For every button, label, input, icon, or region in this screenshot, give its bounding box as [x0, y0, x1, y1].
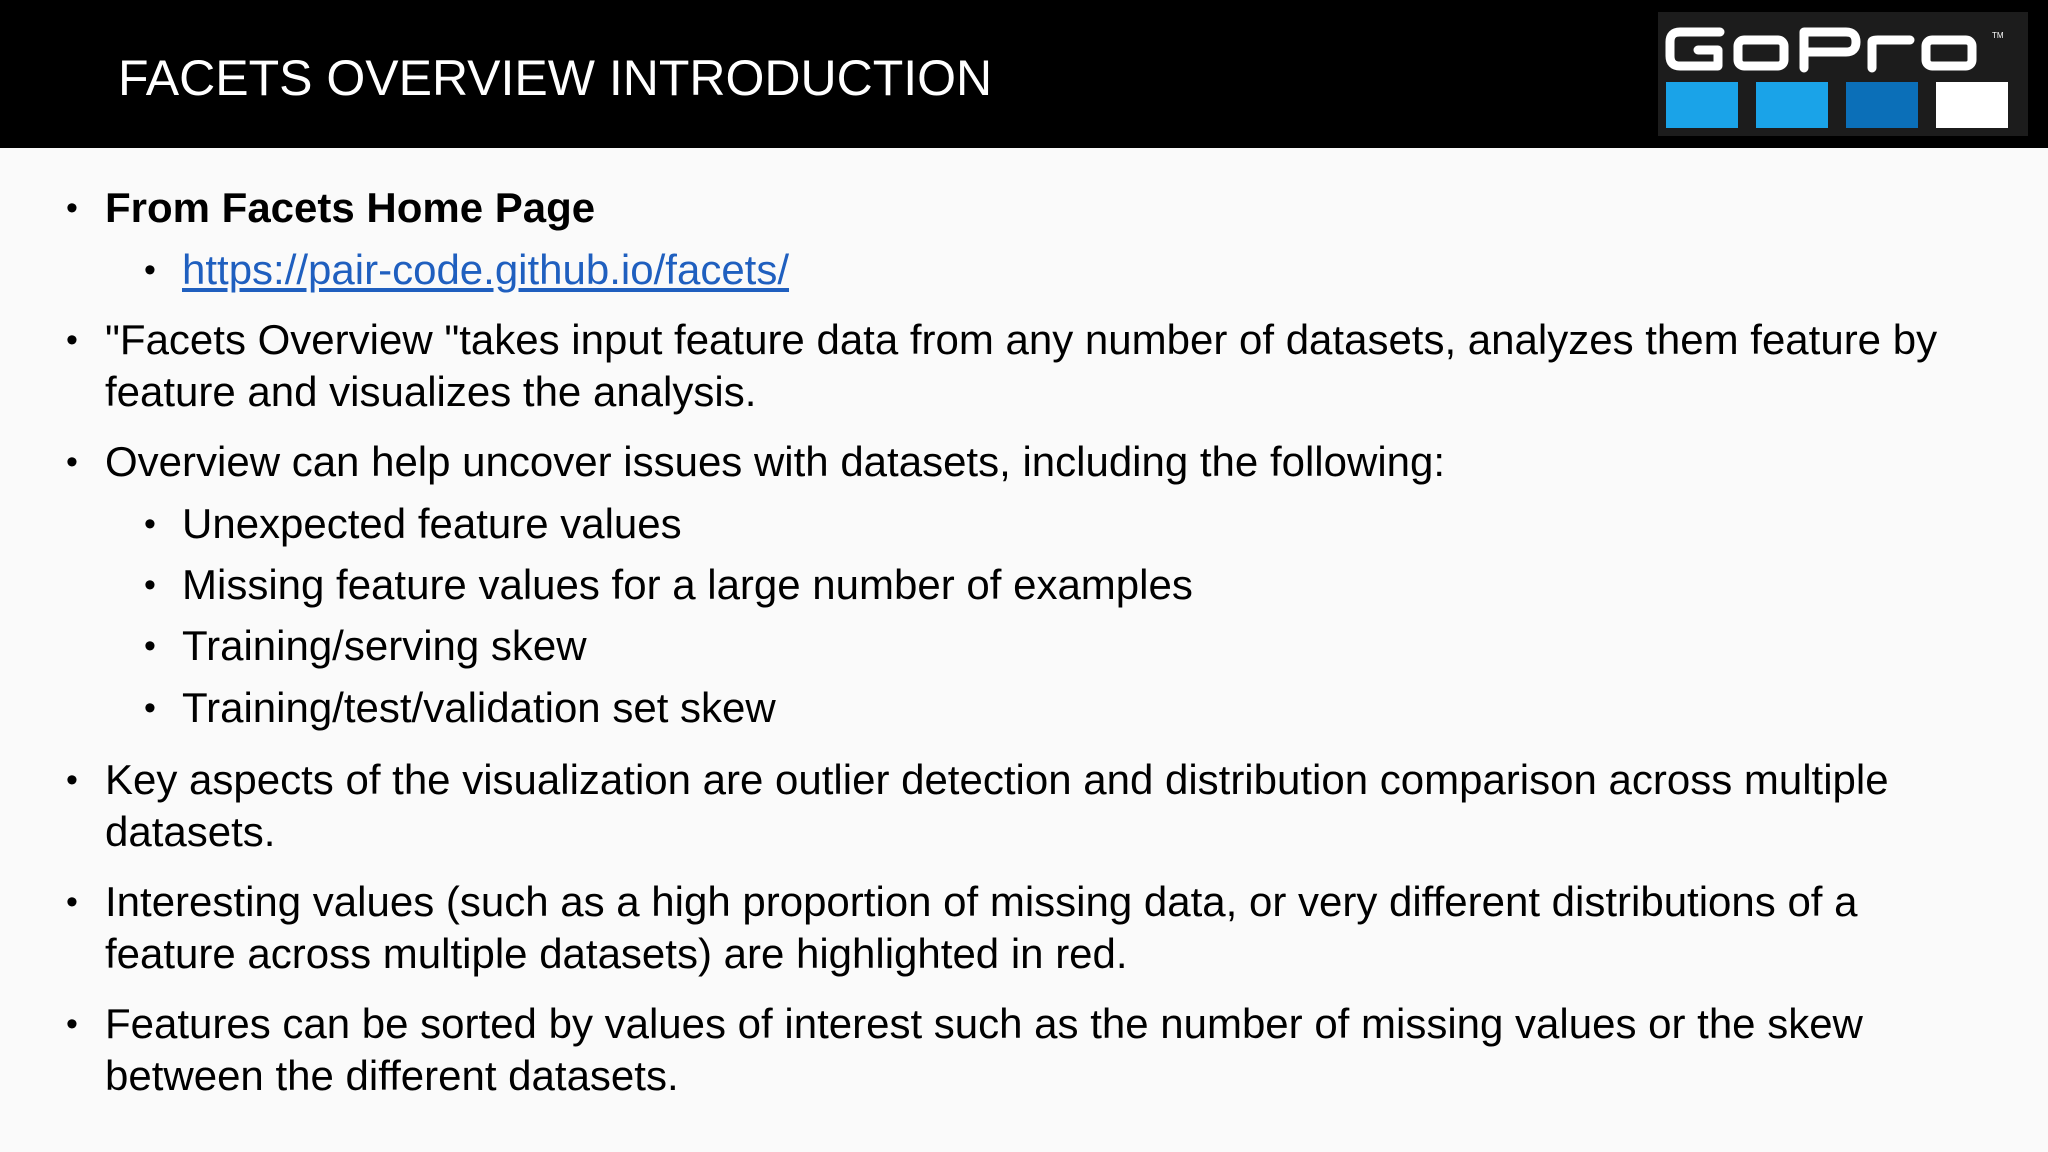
- list-item: Interesting values (such as a high proportion of missing data, or very different distributions of a feature across multiple datasets) are highlighted in red.: [105, 878, 1858, 977]
- list-item: "Facets Overview "takes input feature data from any number of datasets, analyzes them feature by feature and visualizes the analysis.: [105, 316, 1938, 415]
- facets-home-link[interactable]: https://pair-code.github.io/facets/: [182, 246, 790, 293]
- bullet-heading: From Facets Home Page: [105, 184, 596, 231]
- list-item: Training/test/validation set skew: [182, 684, 776, 731]
- bullet-glyph: •: [66, 1005, 78, 1043]
- bullet-glyph: •: [66, 883, 78, 921]
- bullet-glyph: •: [144, 689, 156, 727]
- list-item: Key aspects of the visualization are outlier detection and distribution comparison across multiple datasets.: [105, 756, 1889, 855]
- bullet-glyph: •: [66, 189, 78, 227]
- bullet-glyph: •: [144, 566, 156, 604]
- bullet-glyph: •: [144, 505, 156, 543]
- list-item: Features can be sorted by values of interest such as the number of missing values or the skew between the different datasets.: [105, 1000, 1863, 1099]
- list-item: Training/serving skew: [182, 622, 587, 669]
- svg-text:TM: TM: [1992, 31, 2004, 40]
- bullet-glyph: •: [144, 627, 156, 665]
- bullet-glyph: •: [66, 761, 78, 799]
- slide-title: FACETS OVERVIEW INTRODUCTION: [118, 50, 993, 106]
- bullet-glyph: •: [66, 443, 78, 481]
- bullet-glyph: •: [66, 321, 78, 359]
- list-item: Overview can help uncover issues with datasets, including the following:: [105, 438, 1446, 485]
- list-item: Unexpected feature values: [182, 500, 682, 547]
- bullet-glyph: •: [144, 251, 156, 289]
- list-item: Missing feature values for a large number of examples: [182, 561, 1193, 608]
